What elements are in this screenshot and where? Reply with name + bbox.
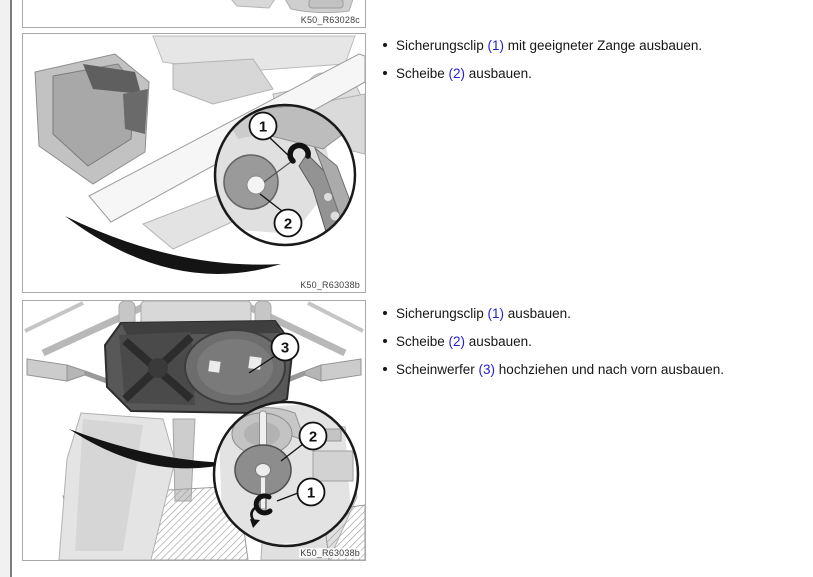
instruction-text — [396, 66, 532, 81]
instruction-item — [383, 362, 808, 377]
instruction-text — [396, 38, 702, 53]
figure-headlight-front-view — [22, 300, 366, 561]
callout-2-label: 2 — [308, 428, 318, 446]
figure-headlight-side-view — [22, 33, 366, 293]
figure-middle-illustration — [23, 34, 365, 292]
bullet-icon — [383, 311, 387, 315]
instruction-item — [383, 334, 808, 349]
instruction-text-pre: Sicherungsclip — [396, 306, 488, 321]
instruction-list-2 — [383, 306, 808, 390]
callout-1-label: 1 — [258, 118, 268, 136]
instruction-text-pre: Scheibe — [396, 66, 449, 81]
turn-signal-left-art — [27, 359, 107, 381]
bullet-icon — [383, 71, 387, 75]
headlight-side-art — [35, 54, 149, 184]
figure-bottom-illustration — [23, 301, 365, 560]
page-margin-line — [10, 0, 12, 577]
instruction-text-post: ausbauen. — [504, 306, 571, 321]
ref-link-2[interactable]: (2) — [448, 334, 466, 349]
tool-fragment-art — [231, 0, 353, 13]
instruction-text-pre: Scheibe — [396, 334, 449, 349]
instruction-list-1 — [383, 38, 808, 94]
instruction-item — [383, 306, 808, 321]
instruction-text-post: ausbauen. — [465, 334, 532, 349]
instruction-text-post: hochziehen und nach vorn ausbauen. — [495, 362, 724, 377]
page-margin-strip — [0, 0, 10, 577]
figure-caption: K50_R63038b — [300, 548, 360, 558]
ref-link-1[interactable]: (1) — [487, 306, 505, 321]
bullet-icon — [383, 339, 387, 343]
figure-caption: K50_R63028c — [300, 15, 360, 25]
callout-2-label: 2 — [283, 215, 293, 233]
figure-top-clipped — [22, 0, 366, 28]
instruction-item — [383, 38, 808, 53]
instruction-text — [396, 362, 724, 377]
instruction-text — [396, 334, 532, 349]
figure-caption: K50_R63038b — [300, 280, 360, 290]
ref-link-2[interactable]: (2) — [448, 66, 466, 81]
callout-3-label: 3 — [280, 339, 290, 357]
ref-link-1[interactable]: (1) — [487, 38, 505, 53]
headlight-front-art — [105, 321, 293, 413]
bullet-icon — [383, 43, 387, 47]
instruction-item — [383, 66, 808, 81]
turn-signal-right-art — [285, 359, 361, 381]
instruction-text — [396, 306, 571, 321]
instruction-text-pre: Scheinwerfer — [396, 362, 479, 377]
instruction-text-post: mit geeigneter Zange ausbauen. — [504, 38, 703, 53]
instruction-text-post: ausbauen. — [465, 66, 532, 81]
bullet-icon — [383, 367, 387, 371]
callout-1-label: 1 — [306, 484, 316, 502]
instruction-text-pre: Sicherungsclip — [396, 38, 488, 53]
ref-link-3[interactable]: (3) — [478, 362, 496, 377]
